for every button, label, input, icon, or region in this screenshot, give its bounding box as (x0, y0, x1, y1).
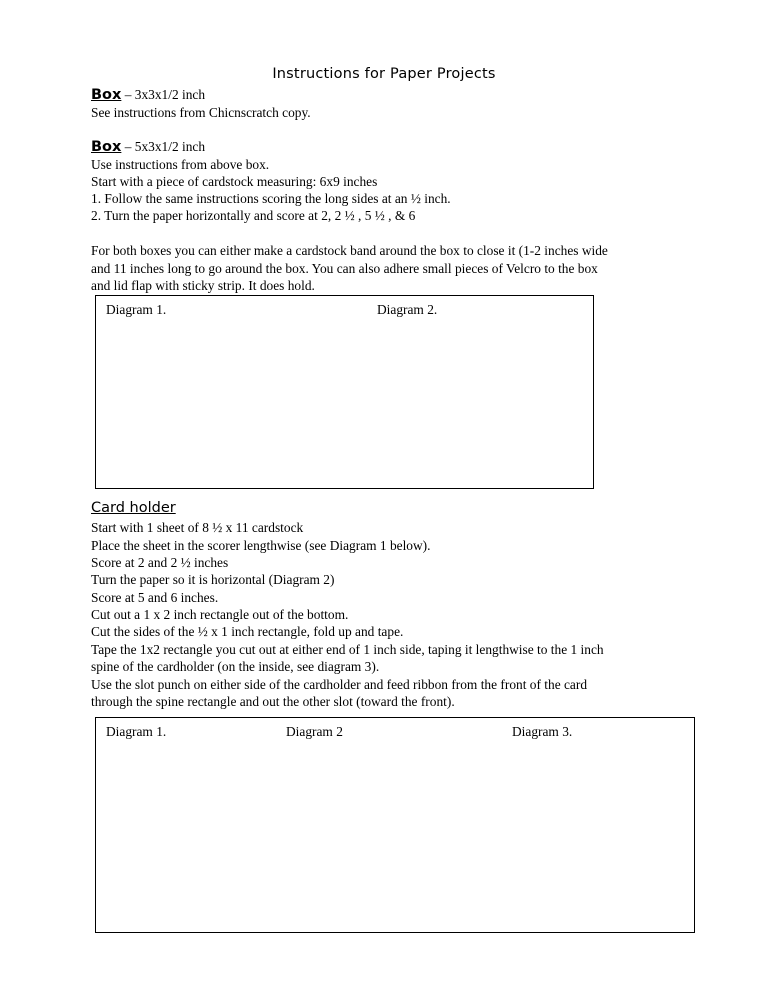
box1-text: See instructions from Chicnscratch copy. (91, 105, 311, 120)
both-boxes-text: and lid flap with sticky strip. It does hold. (91, 278, 315, 293)
both-boxes-text: For both boxes you can either make a cardstock band around the box to close it (1-2 inches wide (91, 243, 608, 258)
box1-heading: Box (91, 87, 122, 103)
diagram-box-boxes (95, 295, 594, 489)
box2-text: Start with a piece of cardstock measuring: 6x9 inches (91, 174, 378, 189)
card-holder-heading: Card holder (91, 500, 176, 516)
card-holder-text: through the spine rectangle and out the other slot (toward the front). (91, 694, 455, 709)
box2-dimensions: – 5x3x1/2 inch (121, 139, 206, 154)
box2-heading-line (91, 138, 205, 156)
diagram-label: Diagram 2. (377, 302, 438, 317)
diagram-label: Diagram 3. (512, 724, 573, 739)
diagram-box-card-holder (95, 717, 695, 933)
card-holder-text: Turn the paper so it is horizontal (Diagram 2) (91, 572, 335, 587)
diagram-label: Diagram 1. (106, 724, 167, 739)
card-holder-text: spine of the cardholder (on the inside, see diagram 3). (91, 659, 380, 674)
card-holder-text: Score at 5 and 6 inches. (91, 590, 219, 605)
box2-text: 1. Follow the same instructions scoring the long sides at an ½ inch. (91, 191, 451, 206)
card-holder-text: Score at 2 and 2 ½ inches (91, 555, 229, 570)
card-holder-text: Cut out a 1 x 2 inch rectangle out of the bottom. (91, 607, 349, 622)
box2-text: 2. Turn the paper horizontally and score at 2, 2 ½ , 5 ½ , & 6 (91, 208, 416, 223)
box1-dimensions: – 3x3x1/2 inch (121, 87, 206, 102)
both-boxes-text: and 11 inches long to go around the box. You can also adhere small pieces of Velcro to the box (91, 261, 598, 276)
diagram-label: Diagram 2 (286, 724, 343, 739)
card-holder-text: Tape the 1x2 rectangle you cut out at either end of 1 inch side, taping it lengthwise to the 1 inch (91, 642, 604, 657)
box1-heading-line (91, 86, 205, 104)
diagram-label: Diagram 1. (106, 302, 167, 317)
box2-heading: Box (91, 139, 122, 155)
card-holder-text: Start with 1 sheet of 8 ½ x 11 cardstock (91, 520, 304, 535)
card-holder-text: Use the slot punch on either side of the cardholder and feed ribbon from the front of the card (91, 677, 588, 692)
box2-text: Use instructions from above box. (91, 157, 270, 172)
card-holder-text: Cut the sides of the ½ x 1 inch rectangle, fold up and tape. (91, 624, 404, 639)
page-title: Instructions for Paper Projects (272, 66, 496, 82)
card-holder-text: Place the sheet in the scorer lengthwise (see Diagram 1 below). (91, 538, 431, 553)
